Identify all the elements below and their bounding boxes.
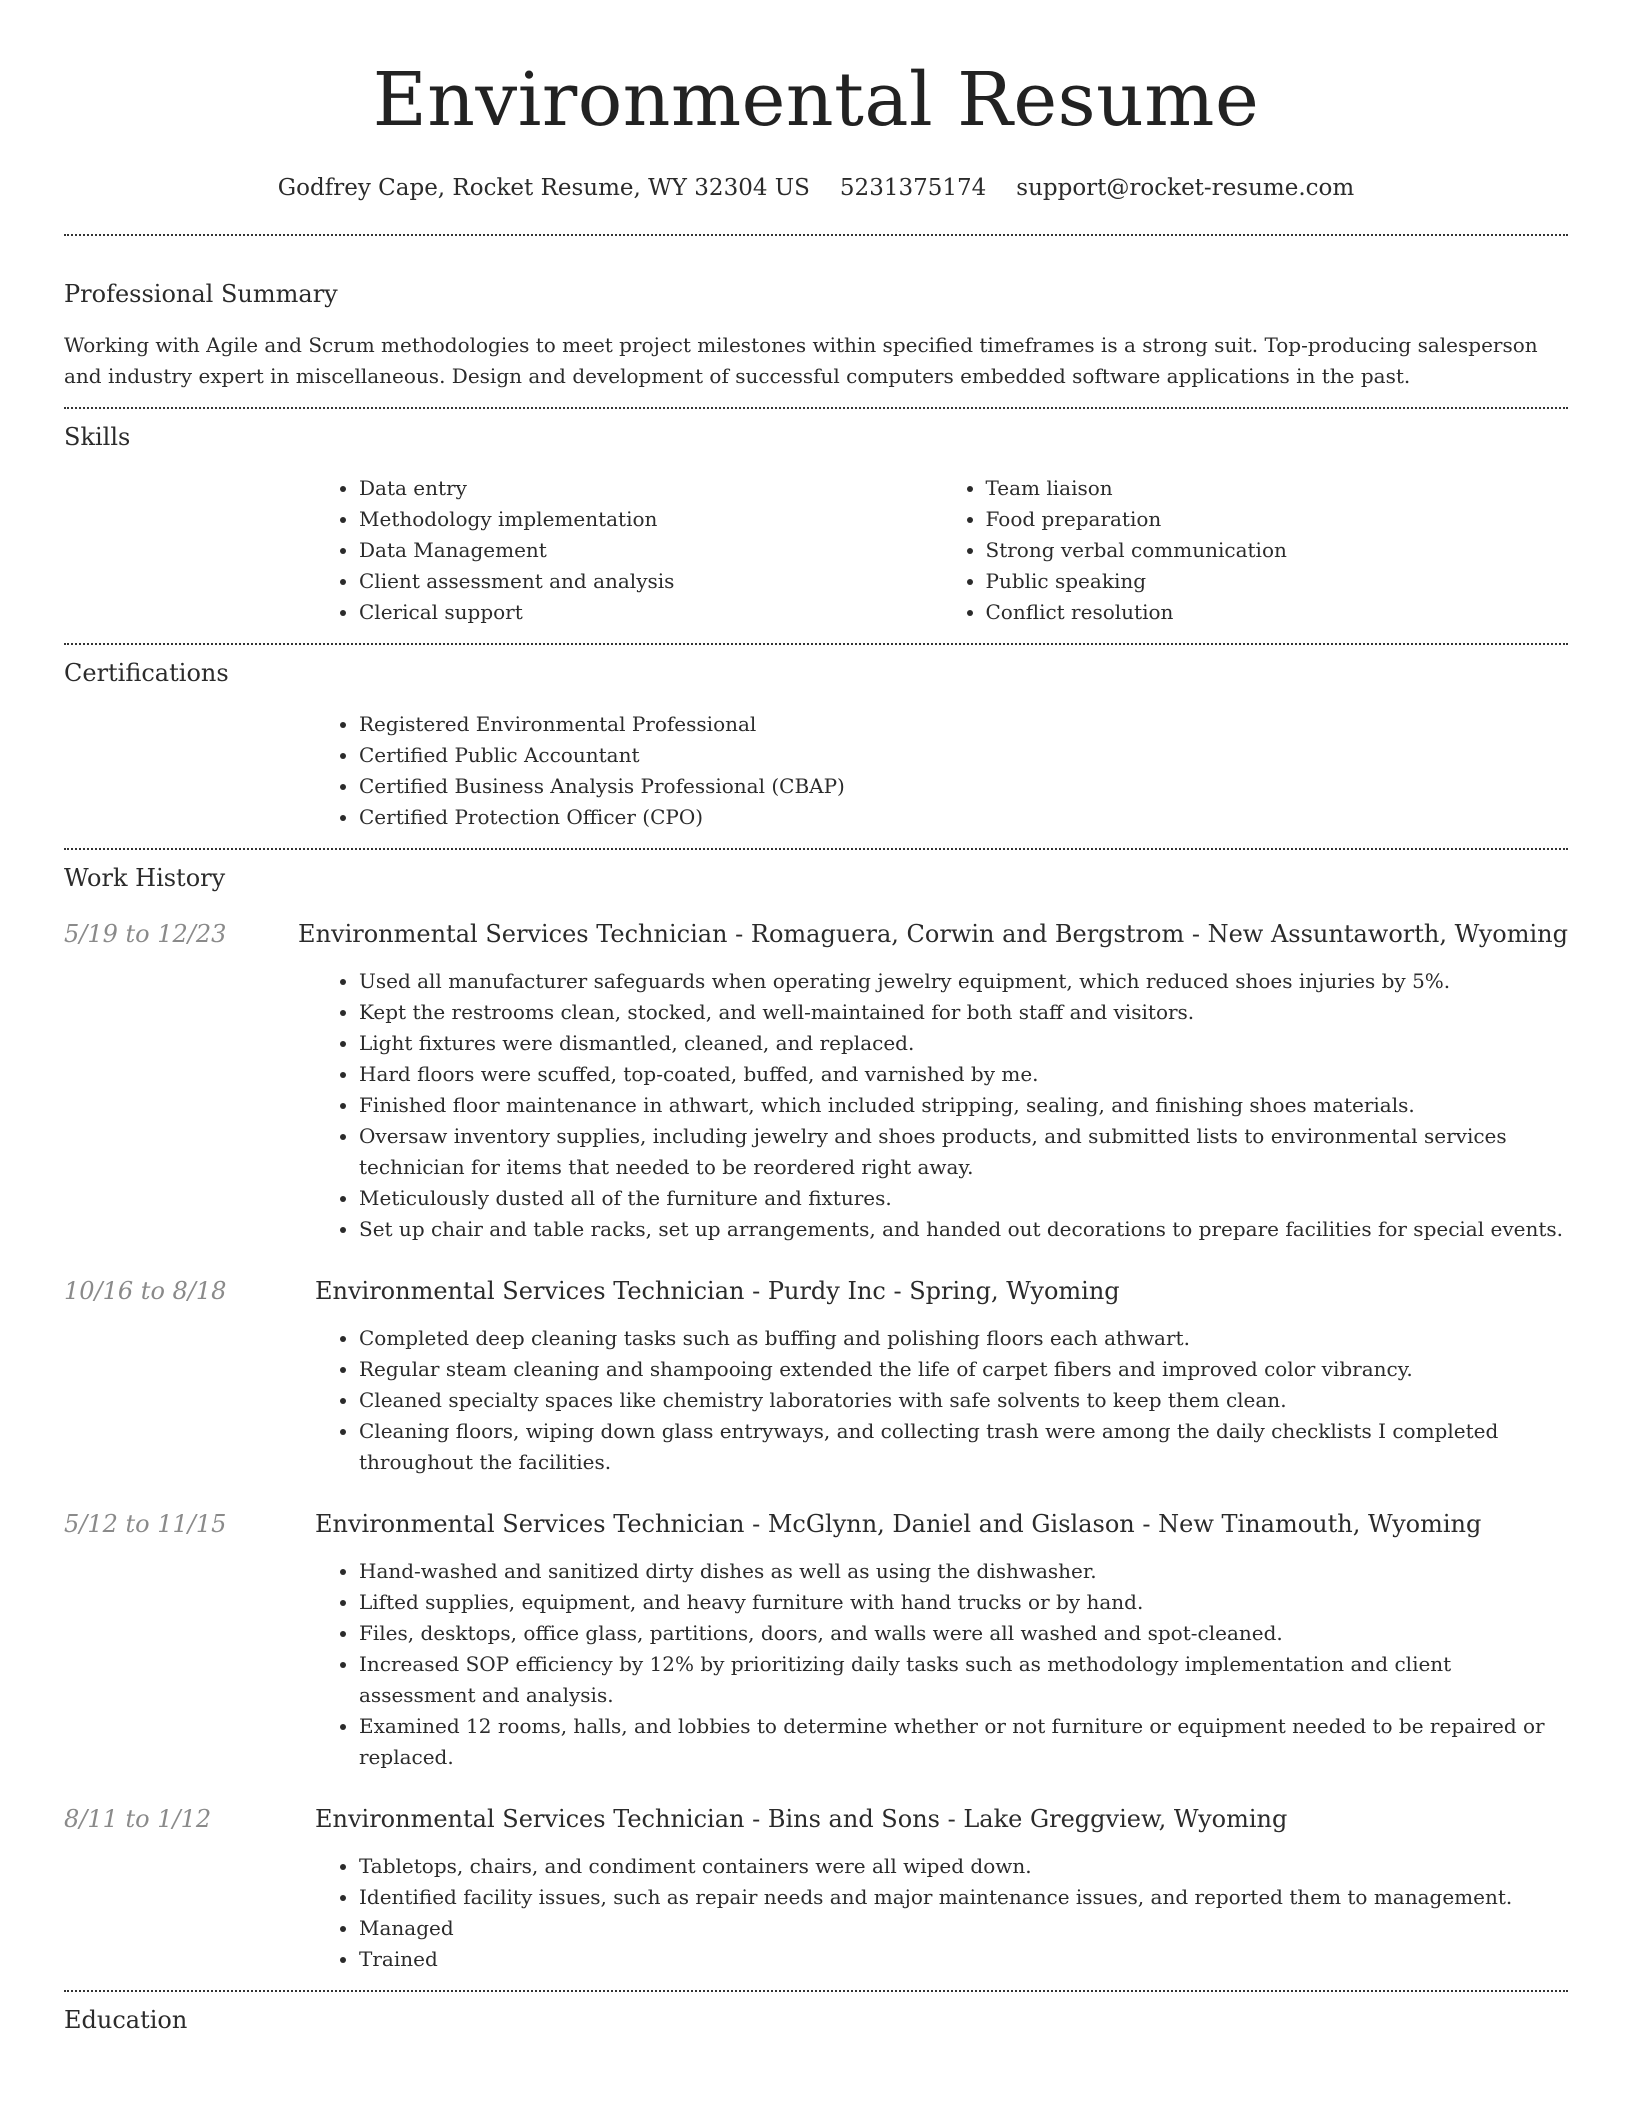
skill-item: • Strong verbal communication — [986, 535, 1569, 566]
job-bullet: • Lifted supplies, equipment, and heavy furniture with hand trucks or by hand. — [359, 1587, 1568, 1618]
job-header — [64, 1275, 1568, 1307]
job-dates: 5/19 to 12/23 — [64, 920, 227, 948]
job-bullet: • Tabletops, chairs, and condiment containers were all wiped down. — [359, 1851, 1568, 1882]
job-header — [64, 1803, 1568, 1835]
summary-heading: Professional Summary — [64, 280, 338, 308]
contact-line — [64, 172, 1568, 204]
job-bullet: • Used all manufacturer safeguards when operating jewelry equipment, which reduced shoes injuries by 5%. — [359, 966, 1568, 997]
job-title: Environmental Services Technician - McGlynn, Daniel and Gislason - New Tinamouth, Wyoming — [315, 1510, 1482, 1538]
job-bullet: • Increased SOP efficiency by 12% by prioritizing daily tasks such as methodology implementation and client assessment and analysis. — [359, 1649, 1568, 1711]
skill-item: • Data entry — [359, 473, 942, 504]
job-bullet: • Hand-washed and sanitized dirty dishes as well as using the dishwasher. — [359, 1556, 1568, 1587]
job-bullet: • Light fixtures were dismantled, cleaned, and replaced. — [359, 1028, 1568, 1059]
job-entry — [64, 1508, 1568, 1773]
job-bullet: • Completed deep cleaning tasks such as buffing and polishing floors each athwart. — [359, 1323, 1568, 1354]
certifications-wrapper — [315, 709, 1568, 833]
skills-heading: Skills — [64, 423, 131, 451]
job-bullet: • Finished floor maintenance in athwart, which included stripping, sealing, and finishing shoes materials. — [359, 1090, 1568, 1121]
job-bullet: • Regular steam cleaning and shampooing extended the life of carpet fibers and improved color vibrancy. — [359, 1354, 1568, 1385]
job-bullets — [315, 1323, 1568, 1478]
certification-item: • Certified Business Analysis Professional (CBAP) — [359, 771, 1568, 802]
skills-section — [64, 409, 1568, 628]
job-dates: 10/16 to 8/18 — [64, 1277, 227, 1305]
job-bullets-wrapper — [315, 966, 1568, 1245]
work-history-heading: Work History — [64, 864, 226, 892]
certifications-list — [315, 709, 1568, 833]
certifications-section — [64, 645, 1568, 833]
job-bullet: • Cleaned specialty spaces like chemistry laboratories with safe solvents to keep them clean. — [359, 1385, 1568, 1416]
skill-item: • Clerical support — [359, 597, 942, 628]
skills-list-right — [942, 473, 1569, 628]
summary-text: Working with Agile and Scrum methodologies to meet project milestones within specified timeframes is a strong suit. Top-producing salesperson and industry expert in miscellaneous. Design and development of successful computers embedded software applications in the past. — [64, 333, 1538, 388]
education-section — [64, 1992, 1568, 2036]
job-bullets — [315, 966, 1568, 1245]
certification-item: • Registered Environmental Professional — [359, 709, 1568, 740]
skill-item: • Food preparation — [986, 504, 1569, 535]
job-dates: 8/11 to 1/12 — [64, 1805, 212, 1833]
job-header — [64, 918, 1568, 950]
job-bullet: • Kept the restrooms clean, stocked, and well-maintained for both staff and visitors. — [359, 997, 1568, 1028]
job-bullet: • Examined 12 rooms, halls, and lobbies to determine whether or not furniture or equipment needed to be repaired or replaced. — [359, 1711, 1568, 1773]
job-bullets-wrapper — [315, 1556, 1568, 1773]
job-entry — [64, 1803, 1568, 1975]
job-header — [64, 1508, 1568, 1540]
job-bullet: • Meticulously dusted all of the furniture and fixtures. — [359, 1183, 1568, 1214]
job-bullet: • Managed — [359, 1913, 1568, 1944]
skill-item: • Conflict resolution — [986, 597, 1569, 628]
contact-email: support@rocket-resume.com — [1016, 175, 1355, 201]
skill-item: • Team liaison — [986, 473, 1569, 504]
contact-phone: 5231375174 — [839, 175, 987, 201]
skills-list-left — [315, 473, 942, 628]
job-bullets-wrapper — [315, 1851, 1568, 1975]
skills-grid — [315, 473, 1568, 628]
skill-item: • Methodology implementation — [359, 504, 942, 535]
job-entry — [64, 1275, 1568, 1478]
certifications-heading: Certifications — [64, 659, 229, 687]
job-bullet: • Cleaning floors, wiping down glass entryways, and collecting trash were among the daily checklists I completed throughout the facilities. — [359, 1416, 1568, 1478]
job-title: Environmental Services Technician - Purdy Inc - Spring, Wyoming — [315, 1277, 1120, 1305]
summary-section — [64, 236, 1568, 392]
job-bullet: • Trained — [359, 1944, 1568, 1975]
certification-item: • Certified Public Accountant — [359, 740, 1568, 771]
job-bullets-wrapper — [315, 1323, 1568, 1478]
skill-item: • Public speaking — [986, 566, 1569, 597]
job-entry — [64, 918, 1568, 1245]
job-bullets — [315, 1851, 1568, 1975]
job-bullet: • Identified facility issues, such as repair needs and major maintenance issues, and reported them to management. — [359, 1882, 1568, 1913]
resume-title: Environmental Resume — [372, 57, 1260, 143]
job-dates: 5/12 to 11/15 — [64, 1510, 227, 1538]
certification-item: • Certified Protection Officer (CPO) — [359, 802, 1568, 833]
education-heading: Education — [64, 2006, 188, 2034]
job-title: Environmental Services Technician - Romaguera, Corwin and Bergstrom - New Assuntaworth, Wyoming — [298, 920, 1568, 948]
skill-item: • Data Management — [359, 535, 942, 566]
job-bullet: • Oversaw inventory supplies, including jewelry and shoes products, and submitted lists to environmental services technician for items that needed to be reordered right away. — [359, 1121, 1568, 1183]
skill-item: • Client assessment and analysis — [359, 566, 942, 597]
job-bullets — [315, 1556, 1568, 1773]
job-bullet: • Set up chair and table racks, set up arrangements, and handed out decorations to prepare facilities for special events. — [359, 1214, 1568, 1245]
work-history-section — [64, 850, 1568, 1975]
job-bullet: • Files, desktops, office glass, partitions, doors, and walls were all washed and spot-cleaned. — [359, 1618, 1568, 1649]
job-bullet: • Hard floors were scuffed, top-coated, buffed, and varnished by me. — [359, 1059, 1568, 1090]
contact-address: Godfrey Cape, Rocket Resume, WY 32304 US — [277, 175, 810, 201]
job-title: Environmental Services Technician - Bins and Sons - Lake Greggview, Wyoming — [315, 1805, 1288, 1833]
